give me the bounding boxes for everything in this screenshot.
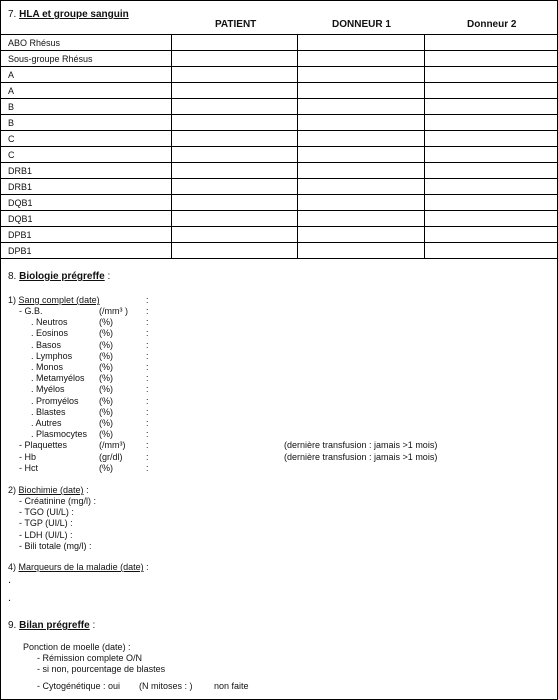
sang-item-colon: : [146,373,149,384]
sang-item-colon: : [146,429,149,440]
hla-row-label: DQB1 [1,195,171,211]
hla-row-label: C [1,147,171,163]
sang-item-colon: : [146,384,149,395]
biochimie-item: - Bili totale (mg/l) : [19,540,92,551]
marqueurs-heading [8,562,149,572]
hla-cell-patient[interactable] [171,179,297,195]
sang-item-colon: : [146,395,149,406]
col-patient: PATIENT [215,19,257,30]
hla-cell-donneur1[interactable] [297,147,424,163]
sang-item-colon: : [146,451,149,462]
hla-cell-donneur2[interactable] [424,147,557,163]
sang-item-label: - G.B. [19,306,43,316]
sang-item-unit: (%) [99,339,113,350]
sang-item-label: . Monos [31,362,64,372]
sang-item-unit: (%) [99,384,113,395]
hla-cell-donneur2[interactable] [424,211,557,227]
section8-number: 8. [8,271,17,282]
hla-cell-patient[interactable] [171,163,297,179]
hla-row-label: A [1,83,171,99]
hla-cell-donneur2[interactable] [424,83,557,99]
hla-cell-patient[interactable] [171,115,297,131]
hla-row-label: C [1,131,171,147]
cyto-mitoses: (N mitoses : ) [139,681,193,691]
col-donneur2: Donneur 2 [467,19,517,30]
sang-item-label: . Basos [31,339,62,350]
section8-colon: : [107,271,111,282]
hla-row [1,147,557,163]
sang-item-label: - Hb [19,451,37,462]
biochimie-heading [8,485,89,495]
sang-item-label: . Myélos [31,384,65,395]
hla-cell-donneur1[interactable] [297,163,424,179]
sang-item-unit: (%) [99,429,113,440]
hla-cell-patient[interactable] [171,51,297,67]
hla-row [1,243,557,259]
hla-cell-patient[interactable] [171,243,297,259]
hla-row-label: DPB1 [1,227,171,243]
section9-heading: Bilan prégreffe [19,620,90,631]
hla-row-label: DRB1 [1,163,171,179]
hla-row [1,67,557,83]
hla-cell-patient[interactable] [171,83,297,99]
sang-heading-colon: : [146,295,149,305]
sang-item-note: (dernière transfusion : jamais >1 mois) [284,451,438,462]
hla-cell-donneur2[interactable] [424,115,557,131]
sang-item-colon: : [146,339,149,350]
sang-item-unit: (%) [99,350,113,361]
hla-row [1,115,557,131]
hla-cell-patient[interactable] [171,227,297,243]
biochimie-item: - Créatinine (mg/l) : [19,496,97,506]
marqueurs-bullet-1: . [8,574,12,586]
hla-cell-donneur2[interactable] [424,227,557,243]
sang-item-colon: : [146,362,149,372]
sang-heading-num: 1) [8,295,17,305]
hla-cell-donneur1[interactable] [297,99,424,115]
hla-cell-donneur1[interactable] [297,131,424,147]
hla-row-label: Sous-groupe Rhésus [1,51,171,67]
sang-item-label: . Metamyélos [31,373,85,384]
hla-row [1,51,557,67]
sang-item-label: . Neutros [31,317,68,328]
hla-row [1,163,557,179]
hla-cell-patient[interactable] [171,211,297,227]
sang-item-colon: : [146,328,149,339]
section7-number: 7. [8,9,17,20]
hla-cell-donneur2[interactable] [424,35,557,51]
hla-cell-donneur1[interactable] [297,35,424,51]
sang-item-unit: (/mm³ ) [99,306,128,316]
hla-cell-donneur2[interactable] [424,195,557,211]
sang-item-unit: (%) [99,317,113,328]
biochimie-heading-text: Biochimie (date) [18,485,84,495]
sang-item-colon: : [146,350,149,361]
marqueurs-heading-num: 4) [8,562,17,572]
hla-cell-donneur2[interactable] [424,179,557,195]
hla-cell-donneur1[interactable] [297,195,424,211]
sang-item-label: . Plasmocytes [31,429,88,440]
hla-row-label: ABO Rhésus [1,35,171,51]
hla-row [1,195,557,211]
sang-item-unit: (%) [99,462,113,473]
sang-heading [8,295,100,305]
sang-item-label: . Promyélos [31,395,79,406]
biochimie-item: - TGP (UI/L) : [19,518,73,529]
hla-row-label: DQB1 [1,211,171,227]
sang-item-colon: : [146,317,149,328]
hla-cell-donneur1[interactable] [297,243,424,259]
sang-item-colon: : [146,406,149,417]
hla-row-label: A [1,67,171,83]
hla-cell-donneur2[interactable] [424,99,557,115]
sang-heading-text: Sang complet (date) [18,295,100,305]
hla-row-label: B [1,99,171,115]
marqueurs-bullet-2: . [8,592,12,604]
sang-item-label: . Blastes [31,406,66,417]
sang-item-label: . Lymphos [31,350,73,361]
hla-cell-donneur2[interactable] [424,51,557,67]
hla-row-label: DRB1 [1,179,171,195]
hla-cell-patient[interactable] [171,67,297,83]
sang-item-colon: : [146,440,149,451]
hla-cell-donneur2[interactable] [424,163,557,179]
hla-cell-donneur1[interactable] [297,67,424,83]
hla-row [1,227,557,243]
hla-cell-donneur1[interactable] [297,115,424,131]
hla-cell-donneur1[interactable] [297,227,424,243]
section7-title [8,9,129,20]
hla-row [1,35,557,51]
hla-row [1,211,557,227]
sang-item-unit: (%) [99,328,113,339]
biochimie-item: - TGO (UI/L) : [19,507,74,518]
hla-cell-donneur2[interactable] [424,67,557,83]
hla-cell-patient[interactable] [171,131,297,147]
biochimie-heading-num: 2) [8,485,17,495]
hla-row [1,131,557,147]
section7-heading: HLA et groupe sanguin [19,9,129,20]
ponction-line: Ponction de moelle (date) : [23,642,131,652]
hla-cell-patient[interactable] [171,147,297,163]
hla-row [1,83,557,99]
sang-item-unit: (gr/dl) [99,451,123,462]
section9-number: 9. [8,620,17,631]
hla-cell-patient[interactable] [171,195,297,211]
sang-item-note: (dernière transfusion : jamais >1 mois) [284,440,438,451]
marqueurs-heading-text: Marqueurs de la maladie (date) [18,562,144,572]
remission-line: - Rémission complete O/N [37,653,143,663]
sang-item-unit: (%) [99,373,113,384]
sang-item-unit: (%) [99,395,113,406]
hla-row [1,179,557,195]
hla-cell-patient[interactable] [171,99,297,115]
hla-cell-donneur2[interactable] [424,243,557,259]
hla-cell-patient[interactable] [171,35,297,51]
biochimie-heading-colon: : [86,485,89,495]
hla-table [1,34,557,259]
hla-row-label: DPB1 [1,243,171,259]
sang-item-label: - Plaquettes [19,440,68,451]
section8-heading: Biologie prégreffe [19,271,105,282]
hla-row [1,99,557,115]
cyto-non-faite: non faite [214,681,249,691]
sang-item-unit: (/mm³) [99,440,126,451]
hla-cell-donneur1[interactable] [297,83,424,99]
si-non-line: - si non, pourcentage de blastes [37,664,166,674]
section8-title [8,271,110,282]
hla-row-label: B [1,115,171,131]
section9-colon: : [92,620,96,631]
sang-item-label: . Autres [31,418,62,428]
sang-item-colon: : [146,462,149,473]
biochimie-item: - LDH (UI/L) : [19,529,73,540]
hla-cell-donneur1[interactable] [297,179,424,195]
sang-item-unit: (%) [99,406,113,417]
col-donneur1: DONNEUR 1 [332,19,391,30]
sang-item-unit: (%) [99,362,113,372]
sang-item-label: - Hct [19,462,38,473]
hla-cell-donneur1[interactable] [297,211,424,227]
cyto-label: - Cytogénétique : oui [37,681,121,691]
hla-cell-donneur2[interactable] [424,131,557,147]
section9-title [8,620,95,631]
sang-item-unit: (%) [99,418,113,428]
sang-item-label: . Eosinos [31,328,69,339]
marqueurs-heading-colon: : [146,562,149,572]
hla-cell-donneur1[interactable] [297,51,424,67]
sang-item-colon: : [146,306,149,316]
sang-item-colon: : [146,418,149,428]
